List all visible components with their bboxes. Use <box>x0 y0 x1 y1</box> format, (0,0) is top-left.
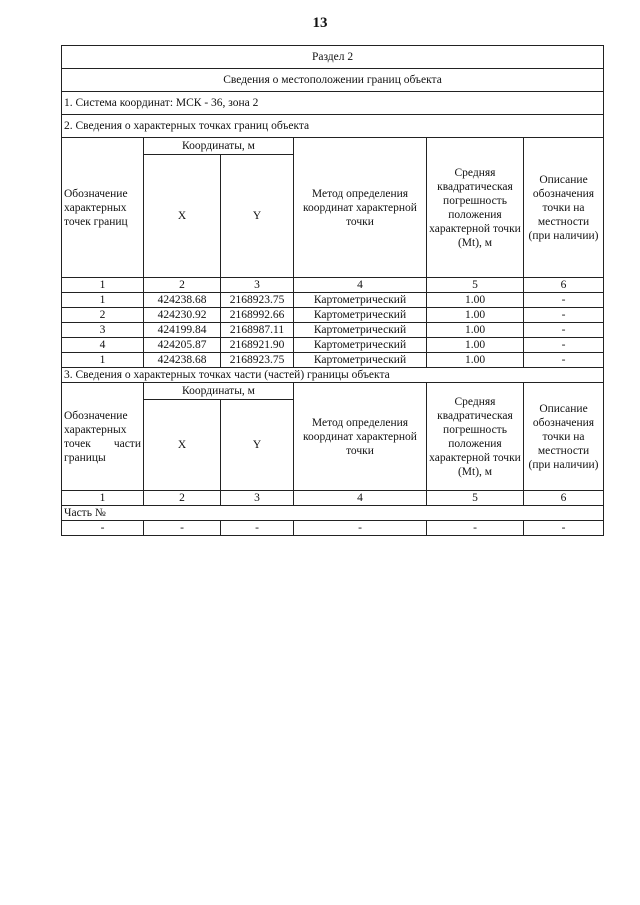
column-number: 3 <box>221 278 294 293</box>
column-number: 1 <box>62 491 144 506</box>
point-error: 1.00 <box>427 323 524 338</box>
column-numbers-row <box>62 278 604 293</box>
point-x: 424205.87 <box>144 338 221 353</box>
point-error: 1.00 <box>427 338 524 353</box>
table-row <box>62 308 604 323</box>
boundary-table <box>61 45 604 536</box>
column-number: 4 <box>294 278 427 293</box>
y-header: Y <box>221 155 294 278</box>
point-method: Картометрический <box>294 338 427 353</box>
point-error: 1.00 <box>427 293 524 308</box>
part-cell: - <box>294 521 427 536</box>
table-row <box>62 521 604 536</box>
point-id: 3 <box>62 323 144 338</box>
method-header: Метод определения координат характерной точки <box>294 383 427 491</box>
error-header: Средняя квадратическая погрешность положения характерной точки (Mt), м <box>427 383 524 491</box>
point-y: 2168992.66 <box>221 308 294 323</box>
point-x: 424238.68 <box>144 293 221 308</box>
description-header: Описание обозначения точки на местности (при наличии) <box>524 383 604 491</box>
table-row <box>62 323 604 338</box>
method-header: Метод определения координат характерной точки <box>294 138 427 278</box>
part-cell: - <box>144 521 221 536</box>
point-x: 424230.92 <box>144 308 221 323</box>
part-cell: - <box>427 521 524 536</box>
column-number: 6 <box>524 278 604 293</box>
coord-system: 1. Система координат: МСК - 36, зона 2 <box>62 92 604 115</box>
column-numbers-row <box>62 491 604 506</box>
point-description: - <box>524 353 604 368</box>
page-number: 13 <box>312 15 328 31</box>
point-id: 1 <box>62 353 144 368</box>
point-method: Картометрический <box>294 323 427 338</box>
point-description: - <box>524 323 604 338</box>
column-number: 3 <box>221 491 294 506</box>
part2-title: 2. Сведения о характерных точках границ объекта <box>62 115 604 138</box>
point-error: 1.00 <box>427 308 524 323</box>
point-id: 4 <box>62 338 144 353</box>
point-y: 2168923.75 <box>221 353 294 368</box>
column-number: 2 <box>144 278 221 293</box>
error-header: Средняя квадратическая погрешность положения характерной точки (Mt), м <box>427 138 524 278</box>
table-row <box>62 293 604 308</box>
point-method: Картометрический <box>294 293 427 308</box>
section-title: Раздел 2 <box>62 46 604 69</box>
point-y: 2168921.90 <box>221 338 294 353</box>
column-number: 4 <box>294 491 427 506</box>
point-method: Картометрический <box>294 353 427 368</box>
part-cell: - <box>221 521 294 536</box>
table-row <box>62 353 604 368</box>
description-header: Описание обозначения точки на местности (при наличии) <box>524 138 604 278</box>
column-number: 5 <box>427 491 524 506</box>
section-subtitle: Сведения о местоположении границ объекта <box>62 69 604 92</box>
coords-header: Координаты, м <box>144 383 294 400</box>
column-number: 1 <box>62 278 144 293</box>
column-number: 2 <box>144 491 221 506</box>
column-number: 6 <box>524 491 604 506</box>
point-id: 1 <box>62 293 144 308</box>
point-y: 2168923.75 <box>221 293 294 308</box>
x-header: X <box>144 400 221 491</box>
point-x: 424238.68 <box>144 353 221 368</box>
point-description: - <box>524 308 604 323</box>
column-number: 5 <box>427 278 524 293</box>
part-cell: - <box>524 521 604 536</box>
coords-header: Координаты, м <box>144 138 294 155</box>
y-header: Y <box>221 400 294 491</box>
point-error: 1.00 <box>427 353 524 368</box>
part-cell: - <box>62 521 144 536</box>
point-x: 424199.84 <box>144 323 221 338</box>
table-row <box>62 338 604 353</box>
designation-part-header: Обозначение характерных точек части границы <box>62 383 144 491</box>
point-y: 2168987.11 <box>221 323 294 338</box>
point-method: Картометрический <box>294 308 427 323</box>
part3-title: 3. Сведения о характерных точках части (частей) границы объекта <box>62 368 604 383</box>
point-description: - <box>524 338 604 353</box>
point-id: 2 <box>62 308 144 323</box>
designation-header: Обозначение характерных точек границ <box>62 138 144 278</box>
point-description: - <box>524 293 604 308</box>
x-header: X <box>144 155 221 278</box>
part-label: Часть № <box>62 506 604 521</box>
